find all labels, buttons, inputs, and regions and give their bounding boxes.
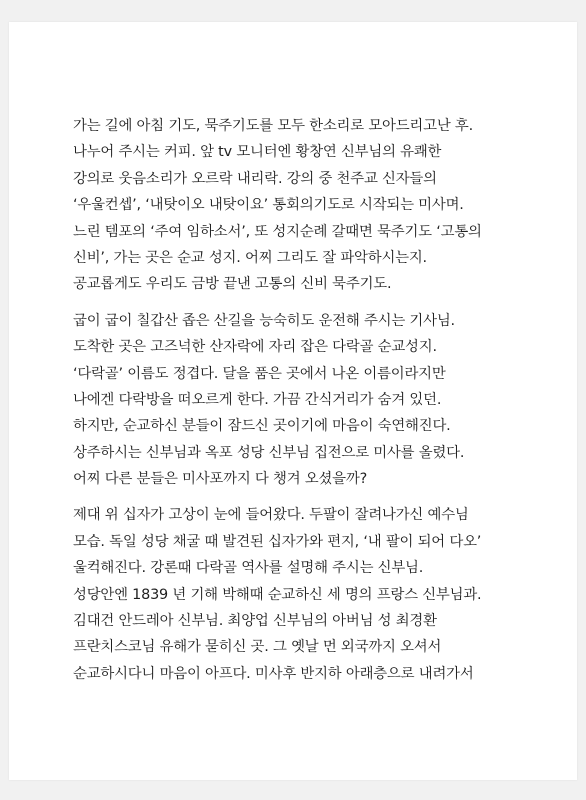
paragraph-1 bbox=[73, 113, 543, 298]
document-body bbox=[73, 113, 543, 697]
text-line: 상주하시는 신부님과 옥포 성당 신부님 집전으로 미사를 올렸다. bbox=[73, 444, 465, 461]
text-line: 느린 템포의 ‘주여 임하소서’, 또 성지순례 갈때면 묵주기도 ‘고통의 bbox=[73, 223, 482, 240]
text-line: 프란치스코님 유해가 묻히신 곳. 그 옛날 먼 외국까지 오셔서 bbox=[73, 639, 442, 656]
text-line: ‘다락골’ 이름도 정겹다. 달을 품은 곳에서 나온 이름이라지만 bbox=[73, 365, 446, 382]
text-line: 하지만, 순교하신 분들이 잠드신 곳이기에 마음이 숙연해진다. bbox=[73, 418, 451, 435]
text-line: 어찌 다른 분들은 미사포까지 다 챙겨 오셨을까? bbox=[73, 471, 368, 488]
text-line: 제대 위 십자가 고상이 눈에 들어왔다. 두팔이 잘려나가신 예수님 bbox=[73, 507, 469, 524]
text-line: 나에겐 다락방을 떠오르게 한다. 가끔 간식거리가 숨겨 있던. bbox=[73, 391, 442, 408]
text-line: 김대건 안드레아 신부님. 최양업 신부님의 아버님 성 최경환 bbox=[73, 613, 437, 630]
text-line: 신비’, 가는 곳은 순교 성지. 어찌 그리도 잘 파악하시는지. bbox=[73, 249, 427, 266]
text-line: 가는 길에 아침 기도, 묵주기도를 모두 한소리로 모아드리고난 후. bbox=[73, 118, 473, 134]
text-line: 굽이 굽이 칠갑산 좁은 산길을 능숙히도 운전해 주시는 기사님. bbox=[73, 312, 455, 329]
text-line: 강의로 웃음소리가 오르락 내리락. 강의 중 천주교 신자들의 bbox=[73, 170, 437, 187]
document-page bbox=[9, 22, 577, 780]
text-line: 공교롭게도 우리도 금방 끝낸 고통의 신비 묵주기도. bbox=[73, 276, 392, 293]
text-line: 모습. 독일 성당 채굴 때 발견된 십자가와 편지, ‘내 팔이 되어 다오’ bbox=[73, 533, 482, 550]
text-line: 나누어 주시는 커피. 앞 tv 모니터엔 황창연 신부님의 유쾌한 bbox=[73, 144, 442, 161]
paragraph-2 bbox=[73, 308, 543, 493]
text-line: 성당안엔 1839 년 기해 박해때 순교하신 세 명의 프랑스 신부님과. bbox=[73, 586, 482, 603]
text-line: 울컥해진다. 강론때 다락골 역사를 설명해 주시는 신부님. bbox=[73, 560, 424, 577]
text-line: 도착한 곳은 고즈넉한 산자락에 자리 잡은 다락골 순교성지. bbox=[73, 339, 437, 356]
text-line: ‘우울컨셉’, ‘내탓이오 내탓이요’ 통회의기도로 시작되는 미사며. bbox=[73, 197, 464, 214]
paragraph-3 bbox=[73, 502, 543, 687]
text-line: 순교하시다니 마음이 아프다. 미사후 반지하 아래층으로 내려가서 bbox=[73, 665, 474, 682]
